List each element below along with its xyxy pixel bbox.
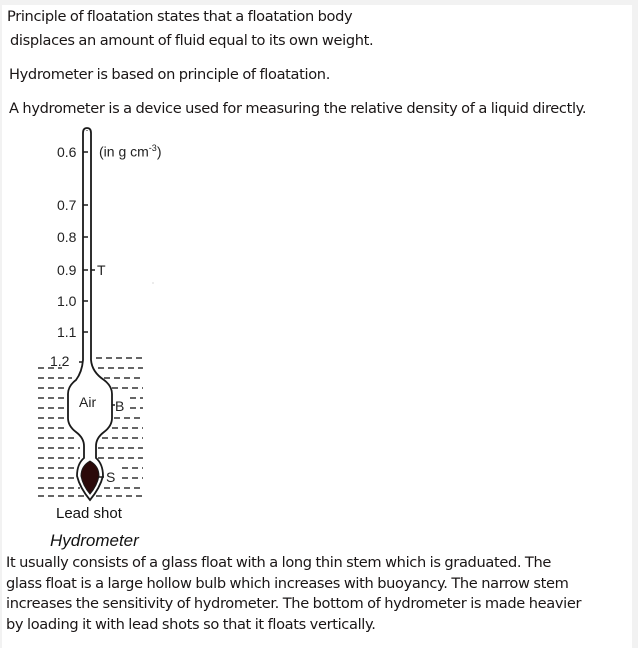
description-line-1: It usually consists of a glass float with a long thin stem which is graduated. The (6, 554, 552, 571)
shot-label: S (106, 469, 116, 485)
stem-label: T (97, 262, 106, 278)
description-paragraph (6, 553, 632, 635)
air-label: Air (79, 394, 97, 410)
scale-label-1.0: 1.0 (57, 293, 77, 309)
scale-label-0.9: 0.9 (57, 262, 77, 278)
scale-label-0.8: 0.8 (57, 229, 77, 245)
figure-title: Hydrometer (50, 531, 139, 550)
description-line-4: by loading it with lead shots so that it floats vertically. (6, 615, 376, 633)
description-line-2: glass float is a large hollow bulb which increases with buoyancy. The narrow stem (6, 574, 569, 592)
intro-line-2: displaces an amount of fluid equal to its own weight. (10, 32, 374, 49)
hydrometer-outline (68, 128, 112, 500)
scale-label-0.7: 0.7 (57, 197, 77, 213)
lead-shot-caption: Lead shot (56, 505, 122, 522)
bulb-label: B (115, 398, 125, 414)
intro-line-3: Hydrometer is based on principle of floatation. (9, 66, 330, 83)
description-line-3: increases the sensitivity of hydrometer. The bottom of hydrometer is made heavier (6, 595, 582, 612)
scale-label-1.1: 1.1 (57, 324, 77, 340)
hydrometer-diagram (0, 0, 200, 560)
intro-line-1: Principle of floatation states that a floatation body (7, 8, 353, 25)
scale-label-0.6: 0.6 (57, 144, 77, 160)
unit-label: (in g $cm^{-3}$) (99, 143, 162, 160)
intro-line-4: A hydrometer is a device used for measuring the relative density of a liquid directly. (9, 100, 587, 117)
hydrometer-drawing (0, 0, 200, 560)
scale-label-1.2: 1.2 (50, 353, 70, 369)
